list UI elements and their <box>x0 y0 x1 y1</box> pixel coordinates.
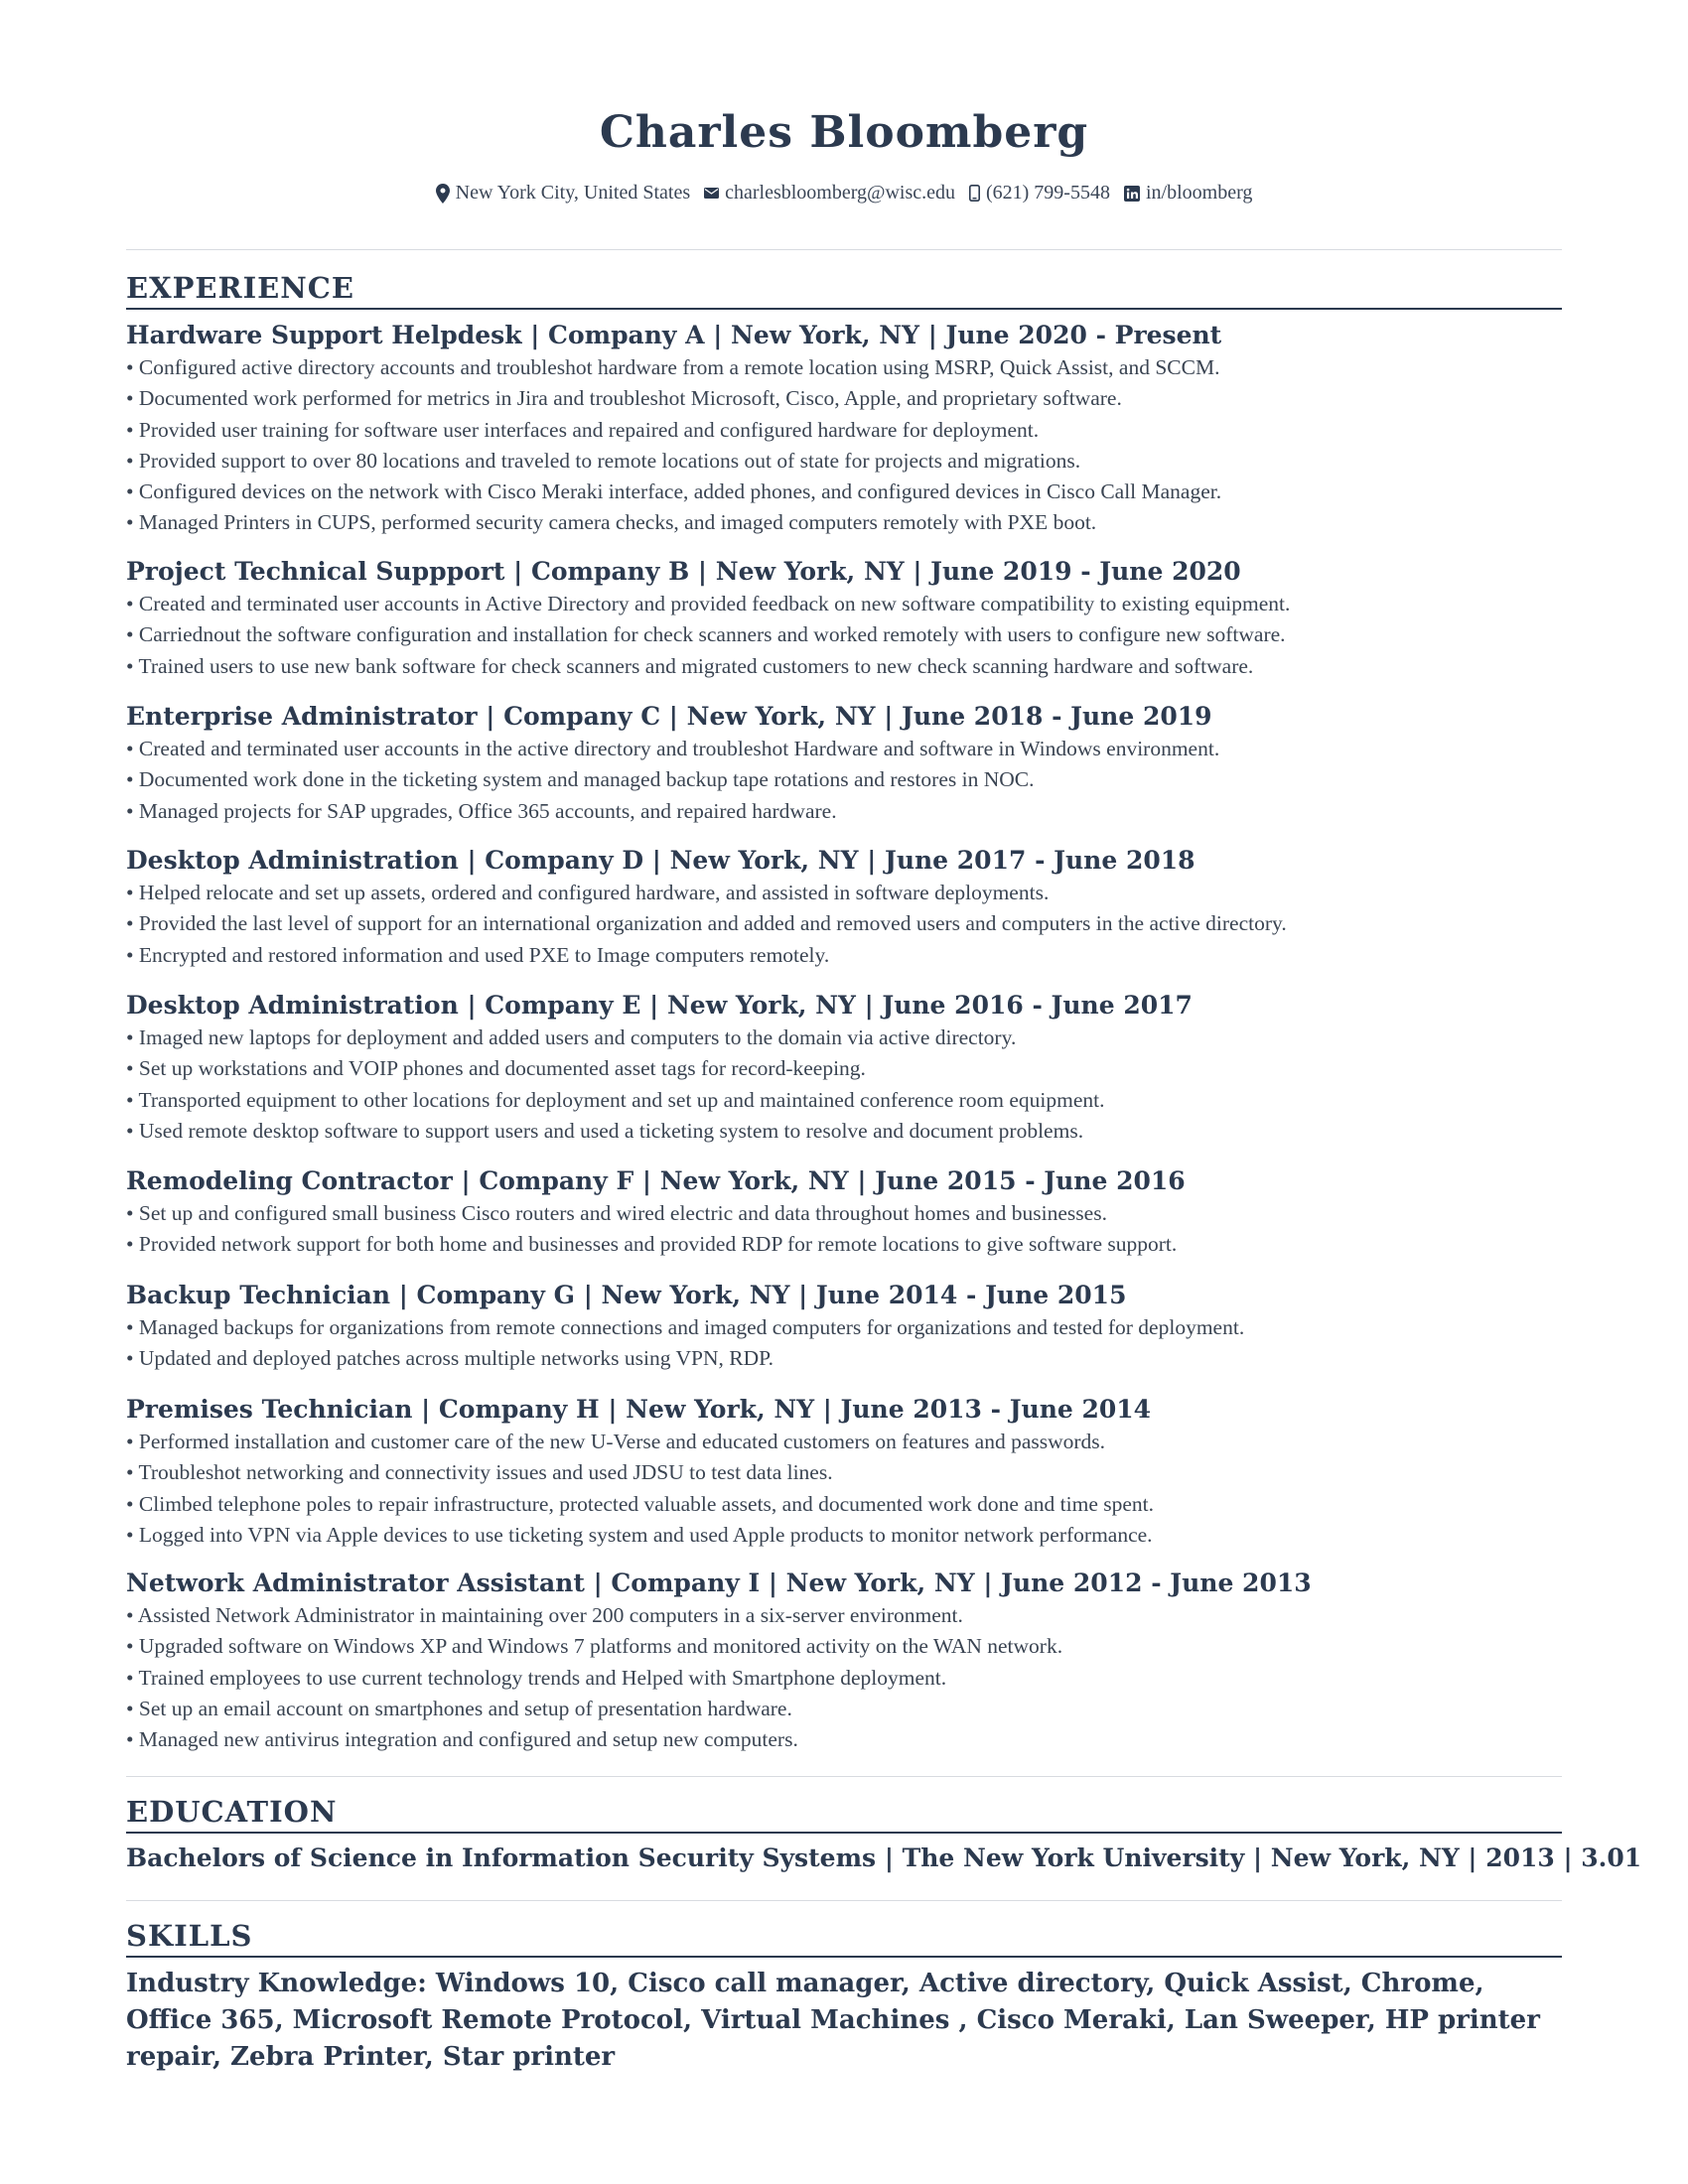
education-divider <box>126 1900 1562 1901</box>
job-bullet: • Managed projects for SAP upgrades, Office 365 accounts, and repaired hardware. <box>126 798 837 823</box>
job-bullet: • Configured devices on the network with Cisco Meraki interface, added phones, and configured devices in Cisco Call Manager. <box>126 479 1222 504</box>
job-bullet: • Managed Printers in CUPS, performed security camera checks, and imaged computers remotely with PXE boot. <box>126 510 1097 535</box>
job-bullet: • Set up workstations and VOIP phones and documented asset tags for record-keeping. <box>126 1056 866 1081</box>
job-entry <box>126 1567 1562 1755</box>
job-title: Backup Technician | Company G | New York, NY | June 2014 - June 2015 <box>126 1281 1127 1309</box>
education-entry: Bachelors of Science in Information Security Systems | The New York University | New York, NY | 2013 | 3.01 <box>126 1843 1642 1872</box>
job-bullet: • Updated and deployed patches across multiple networks using VPN, RDP. <box>126 1346 774 1371</box>
job-entry <box>126 555 1562 682</box>
job-bullet: • Climbed telephone poles to repair infrastructure, protected valuable assets, and documented work done and time spent. <box>126 1491 1155 1516</box>
email-item[interactable] <box>704 182 955 205</box>
job-title: Desktop Administration | Company E | New York, NY | June 2016 - June 2017 <box>126 991 1193 1020</box>
skills-heading: SKILLS <box>126 1917 1562 1958</box>
job-title: Remodeling Contractor | Company F | New York, NY | June 2015 - June 2016 <box>126 1166 1186 1195</box>
job-bullet: • Carriednout the software configuration and installation for check scanners and worked remotely with users to configure new software. <box>126 622 1286 647</box>
job-bullet: • Logged into VPN via Apple devices to use ticketing system and used Apple products to monitor network performance. <box>126 1522 1153 1547</box>
job-bullet: • Imaged new laptops for deployment and added users and computers to the domain via active directory. <box>126 1025 1017 1049</box>
job-title: Enterprise Administrator | Company C | New York, NY | June 2018 - June 2019 <box>126 702 1212 731</box>
job-bullet: • Upgraded software on Windows XP and Windows 7 platforms and monitored activity on the WAN network. <box>126 1634 1063 1659</box>
job-bullet: • Provided network support for both home and businesses and provided RDP for remote locations to give software support. <box>126 1232 1178 1257</box>
job-entry <box>126 989 1562 1147</box>
contact-bar <box>126 182 1562 205</box>
linkedin-icon <box>1124 186 1140 202</box>
phone-text[interactable]: (621) 799-5548 <box>985 182 1110 204</box>
job-title: Hardware Support Helpdesk | Company A | New York, NY | June 2020 - Present <box>126 321 1222 349</box>
job-bullet: • Configured active directory accounts and troubleshot hardware from a remote location using MSRP, Quick Assist, and SCCM. <box>126 355 1220 379</box>
map-pin-icon <box>436 184 450 204</box>
job-bullet: • Used remote desktop software to support users and used a ticketing system to resolve and document problems. <box>126 1118 1084 1143</box>
job-entry <box>126 844 1562 971</box>
job-entry <box>126 1279 1562 1375</box>
header-divider <box>126 249 1562 250</box>
email-text[interactable]: charlesbloomberg@wisc.edu <box>725 182 955 204</box>
job-title: Premises Technician | Company H | New York, NY | June 2013 - June 2014 <box>126 1395 1152 1424</box>
job-bullet: • Transported equipment to other locations for deployment and set up and maintained conference room equipment. <box>126 1087 1105 1112</box>
job-bullet: • Created and terminated user accounts in the active directory and troubleshot Hardware and software in Windows environment. <box>126 737 1220 760</box>
job-bullet: • Set up an email account on smartphones and setup of presentation hardware. <box>126 1696 792 1720</box>
phone-item[interactable] <box>969 182 1110 205</box>
email-icon <box>704 188 719 199</box>
job-bullet: • Trained users to use new bank software for check scanners and migrated customers to new check scanning hardware and software. <box>126 653 1254 678</box>
job-bullet: • Managed backups for organizations from remote connections and imaged computers for organizations and tested for deployment. <box>126 1315 1245 1339</box>
job-bullet: • Set up and configured small business Cisco routers and wired electric and data throughout homes and businesses. <box>126 1201 1107 1225</box>
education-heading: EDUCATION <box>126 1793 1562 1834</box>
job-bullet: • Performed installation and customer care of the new U-Verse and educated customers on features and passwords. <box>126 1430 1106 1453</box>
job-bullet: • Managed new antivirus integration and configured and setup new computers. <box>126 1727 798 1752</box>
job-bullet: • Provided user training for software user interfaces and repaired and configured hardware for deployment. <box>126 417 1040 442</box>
location-item <box>436 182 690 205</box>
job-bullet: • Provided the last level of support for an international organization and added and removed users and computers in the active directory. <box>126 911 1287 936</box>
job-bullet: • Trained employees to use current technology trends and Helped with Smartphone deployment. <box>126 1665 947 1690</box>
skills-entry: Industry Knowledge: Windows 10, Cisco call manager, Active directory, Quick Assist, Chrome, Office 365, Microsoft Remote Protocol, Virtual Machines , Cisco Meraki, Lan Sweeper, HP printer repair, Zebra Printer, Star printer <box>126 1969 1540 2072</box>
job-bullet: • Assisted Network Administrator in maintaining over 200 computers in a six-server environment. <box>126 1603 963 1627</box>
job-title: Desktop Administration | Company D | New York, NY | June 2017 - June 2018 <box>126 846 1196 875</box>
phone-icon <box>969 185 980 202</box>
job-bullet: • Troubleshot networking and connectivity issues and used JDSU to test data lines. <box>126 1460 833 1485</box>
experience-heading: EXPERIENCE <box>126 269 1562 310</box>
job-bullet: • Encrypted and restored information and used PXE to Image computers remotely. <box>126 942 830 967</box>
job-title: Network Administrator Assistant | Company I | New York, NY | June 2012 - June 2013 <box>126 1569 1312 1597</box>
location-text: New York City, United States <box>455 182 691 204</box>
job-bullet: • Provided support to over 80 locations and traveled to remote locations out of state for projects and migrations. <box>126 448 1081 473</box>
job-entry <box>126 319 1562 539</box>
job-entry <box>126 700 1562 827</box>
job-entry <box>126 1164 1562 1261</box>
job-title: Project Technical Suppport | Company B | New York, NY | June 2019 - June 2020 <box>126 557 1241 586</box>
job-bullet: • Helped relocate and set up assets, ordered and configured hardware, and assisted in software deployments. <box>126 881 1050 904</box>
job-bullet: • Documented work performed for metrics in Jira and troubleshot Microsoft, Cisco, Apple, and proprietary software. <box>126 386 1122 411</box>
job-bullet: • Created and terminated user accounts in Active Directory and provided feedback on new software compatibility to existing equipment. <box>126 592 1291 615</box>
experience-divider <box>126 1776 1562 1777</box>
job-entry <box>126 1393 1562 1551</box>
job-bullet: • Documented work done in the ticketing system and managed backup tape rotations and restores in NOC. <box>126 767 1035 792</box>
candidate-name: Charles Bloomberg <box>599 107 1089 158</box>
linkedin-item[interactable] <box>1124 182 1252 205</box>
linkedin-text[interactable]: in/bloomberg <box>1145 182 1253 204</box>
